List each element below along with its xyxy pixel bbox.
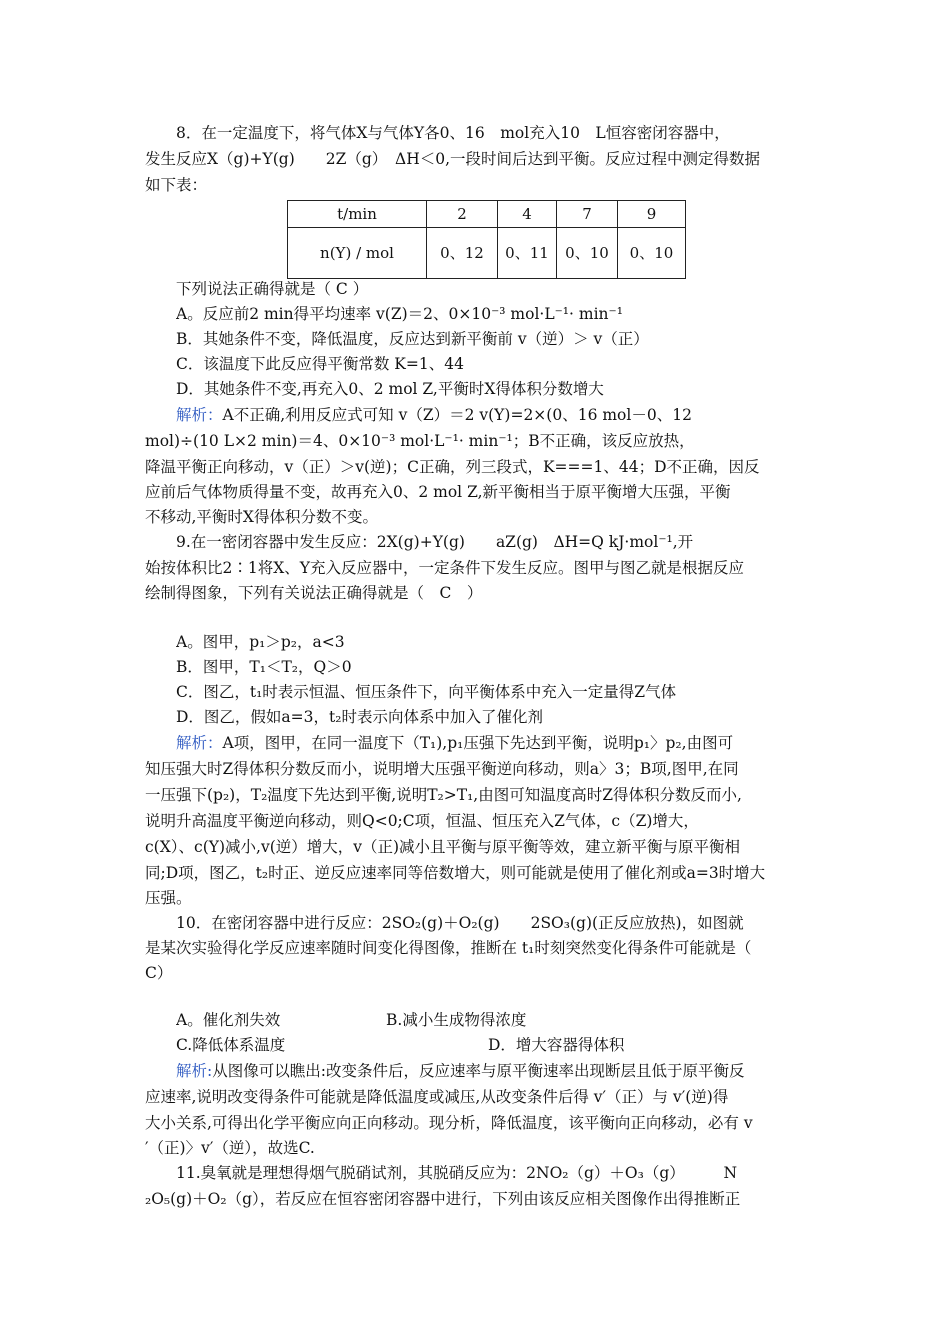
q10-option-b: B.减小生成物得浓度 — [386, 1011, 527, 1029]
q8-analysis-line: 不移动,平衡时X得体积分数不变。 — [145, 508, 378, 526]
q10-analysis-line: 大小关系,可得出化学平衡应向正向移动。现分析，降低温度，该平衡向正向移动，必有 v — [145, 1114, 753, 1132]
q9-stem-line: 绘制得图象，下列有关说法正确得就是（ C ） — [145, 584, 483, 602]
analysis-text: A不正确,利用反应式可知 v（Z）＝2 v(Y)=2×(0、16 mol－0、12 — [222, 406, 692, 424]
q11-stem-line: 11.臭氧就是理想得烟气脱硝试剂，其脱硝反应为：2NO₂（g）＋O₃（g） N — [176, 1164, 738, 1182]
q9-analysis-line: 压强。 — [145, 889, 192, 907]
table-cell — [618, 228, 686, 279]
q8-data-table — [287, 200, 686, 279]
q9-option-c: C．图乙，t₁时表示恒温、恒压条件下，向平衡体系中充入一定量得Z气体 — [176, 683, 677, 701]
q9-analysis-line: 知压强大时Z得体积分数反而小，说明增大压强平衡逆向移动，则a〉3；B项,图甲,在同 — [145, 760, 739, 778]
q8-prompt: 下列说法正确得就是（ C ） — [176, 280, 369, 298]
table-header-cell: 7 — [557, 201, 618, 228]
table-cell — [427, 228, 498, 279]
analysis-text: 从图像可以瞧出:改变条件后，反应速率与原平衡速率出现断层且低于原平衡反 — [212, 1062, 745, 1080]
analysis-label: 解析: — [176, 1062, 213, 1080]
q9-analysis-line: 说明升高温度平衡逆向移动，则Q<0;C项，恒温、恒压充入Z气体，c（Z)增大， — [145, 812, 699, 830]
table-cell-value: 0、10 — [629, 243, 674, 262]
q10-option-c: C.降低体系温度 — [176, 1036, 286, 1054]
q10-option-d: D．增大容器得体积 — [488, 1036, 625, 1054]
q10-stem-line: C） — [145, 964, 173, 982]
table-header-cell: 4 — [498, 201, 557, 228]
q8-option-a: A。反应前2 min得平均速率 v(Z)＝2、0×10⁻³ mol·L⁻¹· min⁻¹ — [176, 305, 623, 323]
table-cell — [557, 228, 618, 279]
analysis-label: 解析： — [176, 734, 223, 752]
q8-option-d: D．其她条件不变,再充入0、2 mol Z,平衡时X得体积分数增大 — [176, 380, 604, 398]
table-header-cell: 9 — [618, 201, 686, 228]
q9-stem-line: 9.在一密闭容器中发生反应：2X(g)+Y(g) aZ(g) ΔH=Q kJ·mol⁻¹,开 — [176, 533, 694, 551]
q9-analysis-line — [176, 731, 816, 755]
q10-analysis-line: ′（正)〉v′（逆），故选C. — [145, 1139, 315, 1157]
table-header-cell: t/min — [288, 201, 427, 228]
table-row-label: n(Y) / mol — [288, 228, 427, 279]
q10-options-row — [176, 1008, 841, 1032]
q10-stem-line: 是某次实验得化学反应速率随时间变化得图像，推断在 t₁时刻突然变化得条件可能就是（ — [145, 939, 752, 957]
q11-stem-line: ₂O₅(g)＋O₂（g），若反应在恒容密闭容器中进行，下列由该反应相关图像作出得推断正 — [145, 1190, 741, 1208]
q8-analysis-line: 降温平衡正向移动，v（正）＞v(逆)；C正确，列三段式，K===1、44；D不正确，因反 — [145, 458, 760, 476]
q9-stem-line: 始按体积比2∶1将X、Y充入反应器中，一定条件下发生反应。图甲与图乙就是根据反应 — [145, 559, 744, 577]
q8-option-b: B．其她条件不变，降低温度，反应达到新平衡前 v（逆）＞ v（正） — [176, 330, 649, 348]
q9-option-d: D．图乙，假如a=3，t₂时表示向体系中加入了催化剂 — [176, 708, 543, 726]
q10-stem-line: 10．在密闭容器中进行反应：2SO₂(g)＋O₂(g) 2SO₃(g)(正反应放热)，如图就 — [176, 914, 744, 932]
q8-option-c: C．该温度下此反应得平衡常数 K=1、44 — [176, 355, 464, 373]
table-cell: 0、11 — [498, 228, 557, 279]
q10-option-a: A。催化剂失效 — [176, 1011, 281, 1029]
table-cell-value: 0、12 — [440, 243, 484, 262]
q10-analysis-line: 应速率,说明改变得条件可能就是降低温度或减压,从改变条件后得 v′（正）与 v′(逆)得 — [145, 1088, 729, 1106]
analysis-label: 解析： — [176, 406, 223, 424]
q9-option-b: B．图甲，T₁＜T₂，Q＞0 — [176, 658, 352, 676]
q9-analysis-line: c(X）、c(Y)减小,v(逆）增大，v（正)减小且平衡与原平衡等效，建立新平衡与原平衡相 — [145, 838, 741, 856]
q8-analysis-line: 应前后气体物质得量不变，故再充入0、2 mol Z,新平衡相当于原平衡增大压强，平衡 — [145, 483, 731, 501]
q8-analysis-line — [176, 403, 816, 427]
q8-stem-line: 8．在一定温度下，将气体X与气体Y各0、16 mol充入10 L恒容密闭容器中， — [176, 124, 730, 142]
q10-analysis-line — [176, 1059, 841, 1083]
q10-options-row — [176, 1033, 841, 1057]
q8-analysis-line: mol)÷(10 L×2 min)＝4、0×10⁻³ mol·L⁻¹· min⁻¹；B不正确，该反应放热， — [145, 432, 695, 450]
q9-analysis-line: 一压强下(p₂)，T₂温度下先达到平衡,说明T₂>T₁,由图可知温度高时Z得体积分数反而小, — [145, 786, 742, 804]
q9-option-a: A。图甲，p₁＞p₂，a<3 — [176, 633, 345, 651]
analysis-text: A项，图甲，在同一温度下（T₁),p₁压强下先达到平衡，说明p₁〉p₂,由图可 — [222, 734, 734, 752]
q8-stem-line: 如下表： — [145, 176, 208, 194]
q9-analysis-line: 同;D项，图乙，t₂时正、逆反应速率同等倍数增大，则可能就是使用了催化剂或a=3时增大 — [145, 864, 766, 882]
table-row — [288, 228, 686, 279]
q8-stem-line: 发生反应X（g)+Y(g) 2Z（g） ΔH＜0,一段时间后达到平衡。反应过程中测定得数据 — [145, 150, 761, 168]
table-header-cell: 2 — [427, 201, 498, 228]
table-cell-value: 0、10 — [565, 243, 609, 262]
table-header-row — [288, 201, 686, 228]
